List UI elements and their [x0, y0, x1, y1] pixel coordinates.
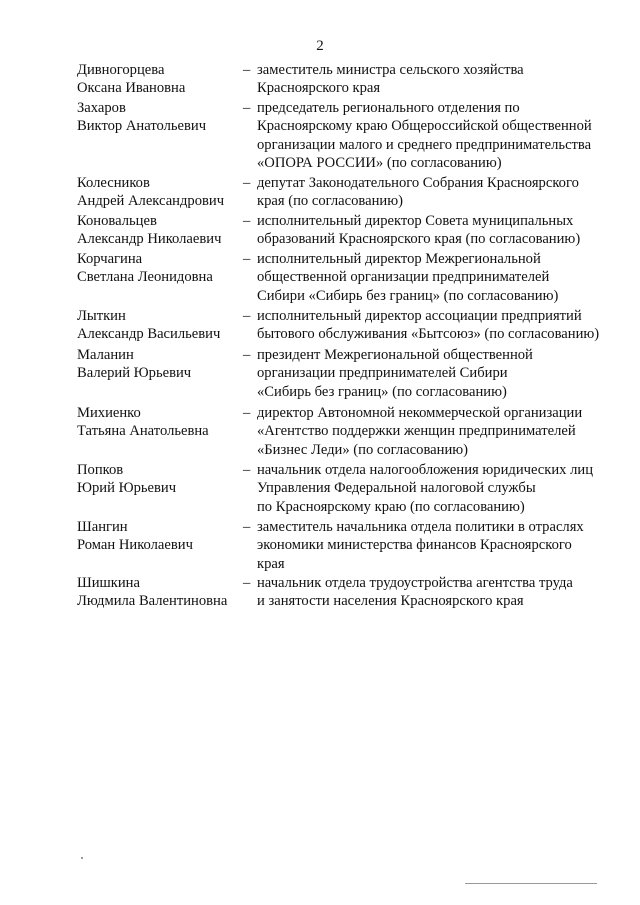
page-number: 2 [316, 38, 324, 54]
scan-speck [81, 857, 83, 859]
role-line: «Сибирь без границ» (по согласованию) [257, 383, 507, 400]
role-line: исполнительный директор Межрегиональной [257, 251, 541, 267]
role-line: Сибири «Сибирь без границ» (по согласованию) [257, 287, 559, 304]
member-given-names: Виктор Анатольевич [77, 118, 207, 135]
role-line: организации предпринимателей Сибири [257, 365, 508, 382]
dash-separator: – [243, 405, 251, 421]
dash-separator: – [243, 251, 251, 267]
member-given-names: Александр Николаевич [77, 231, 222, 248]
dash-separator: – [243, 62, 251, 78]
member-surname: Корчагина [77, 251, 143, 267]
dash-separator: – [243, 175, 251, 191]
role-line: заместитель начальника отдела политики в отраслях [257, 519, 584, 535]
role-line: по Красноярскому краю (по согласованию) [257, 498, 525, 515]
role-line: бытового обслуживания «Бытсоюз» (по согласованию) [257, 326, 600, 343]
role-line: «ОПОРА РОССИИ» (по согласованию) [257, 155, 502, 172]
role-line: заместитель министра сельского хозяйства [257, 62, 524, 78]
dash-separator: – [243, 347, 251, 363]
member-name [77, 307, 237, 344]
role-line: края (по согласованию) [257, 193, 403, 210]
member-role [257, 99, 619, 173]
member-surname: Михиенко [77, 405, 141, 421]
member-name [77, 404, 237, 441]
role-line: исполнительный директор ассоциации предприятий [257, 308, 582, 324]
role-line: «Бизнес Леди» (по согласованию) [257, 441, 469, 458]
member-name [77, 346, 237, 383]
member-name [77, 61, 237, 98]
member-surname: Коновальцев [77, 213, 157, 229]
member-surname: Попков [77, 462, 124, 478]
member-name [77, 174, 237, 211]
member-role [257, 461, 619, 516]
member-given-names: Валерий Юрьевич [77, 365, 192, 382]
dash-separator: – [243, 575, 251, 591]
role-line: образований Красноярского края (по согласованию) [257, 231, 581, 248]
scan-artifact-line [465, 883, 597, 884]
member-given-names: Юрий Юрьевич [77, 480, 177, 497]
member-given-names: Татьяна Анатольевна [77, 423, 209, 440]
member-surname: Маланин [77, 347, 134, 363]
role-line: начальник отдела налогообложения юридических лиц [257, 462, 594, 478]
role-line: общественной организации предпринимателей [257, 269, 550, 286]
dash-separator: – [243, 462, 251, 478]
role-line: и занятости населения Красноярского края [257, 593, 524, 610]
member-surname: Захаров [77, 100, 126, 116]
role-line: председатель регионального отделения по [257, 100, 520, 116]
role-line: директор Автономной некоммерческой организации [257, 405, 583, 421]
member-role [257, 174, 619, 211]
member-surname: Дивногорцева [77, 62, 165, 78]
role-line: Красноярского края [257, 80, 381, 97]
member-name [77, 99, 237, 136]
member-given-names: Людмила Валентиновна [77, 593, 228, 610]
role-line: Красноярскому краю Общероссийской общественной [257, 118, 592, 135]
member-surname: Шишкина [77, 575, 140, 591]
member-name [77, 212, 237, 249]
role-line: исполнительный директор Совета муниципальных [257, 213, 574, 229]
role-line: депутат Законодательного Собрания Красноярского [257, 175, 579, 191]
member-role [257, 574, 619, 611]
member-given-names: Роман Николаевич [77, 537, 193, 554]
role-line: начальник отдела трудоустройства агентства труда [257, 575, 573, 591]
member-role [257, 404, 619, 459]
member-name [77, 461, 237, 498]
member-role [257, 250, 619, 305]
member-role [257, 518, 619, 573]
role-line: «Агентство поддержки женщин предпринимателей [257, 423, 576, 440]
role-line: экономики министерства финансов Красноярского [257, 537, 572, 554]
member-surname: Шангин [77, 519, 128, 535]
dash-separator: – [243, 308, 251, 324]
dash-separator: – [243, 213, 251, 229]
member-name [77, 250, 237, 287]
member-given-names: Андрей Александрович [77, 193, 225, 210]
member-name [77, 574, 237, 611]
member-given-names: Оксана Ивановна [77, 80, 186, 97]
member-given-names: Александр Васильевич [77, 326, 221, 343]
member-surname: Лыткин [77, 308, 126, 324]
role-line: края [257, 555, 285, 572]
member-surname: Колесников [77, 175, 150, 191]
role-line: организации малого и среднего предпринимательства [257, 136, 592, 153]
member-role [257, 61, 619, 98]
dash-separator: – [243, 100, 251, 116]
member-role [257, 307, 619, 344]
role-line: президент Межрегиональной общественной [257, 347, 533, 363]
member-given-names: Светлана Леонидовна [77, 269, 213, 286]
dash-separator: – [243, 519, 251, 535]
member-role [257, 212, 619, 249]
member-role [257, 346, 619, 401]
member-name [77, 518, 237, 555]
role-line: Управления Федеральной налоговой службы [257, 480, 536, 497]
